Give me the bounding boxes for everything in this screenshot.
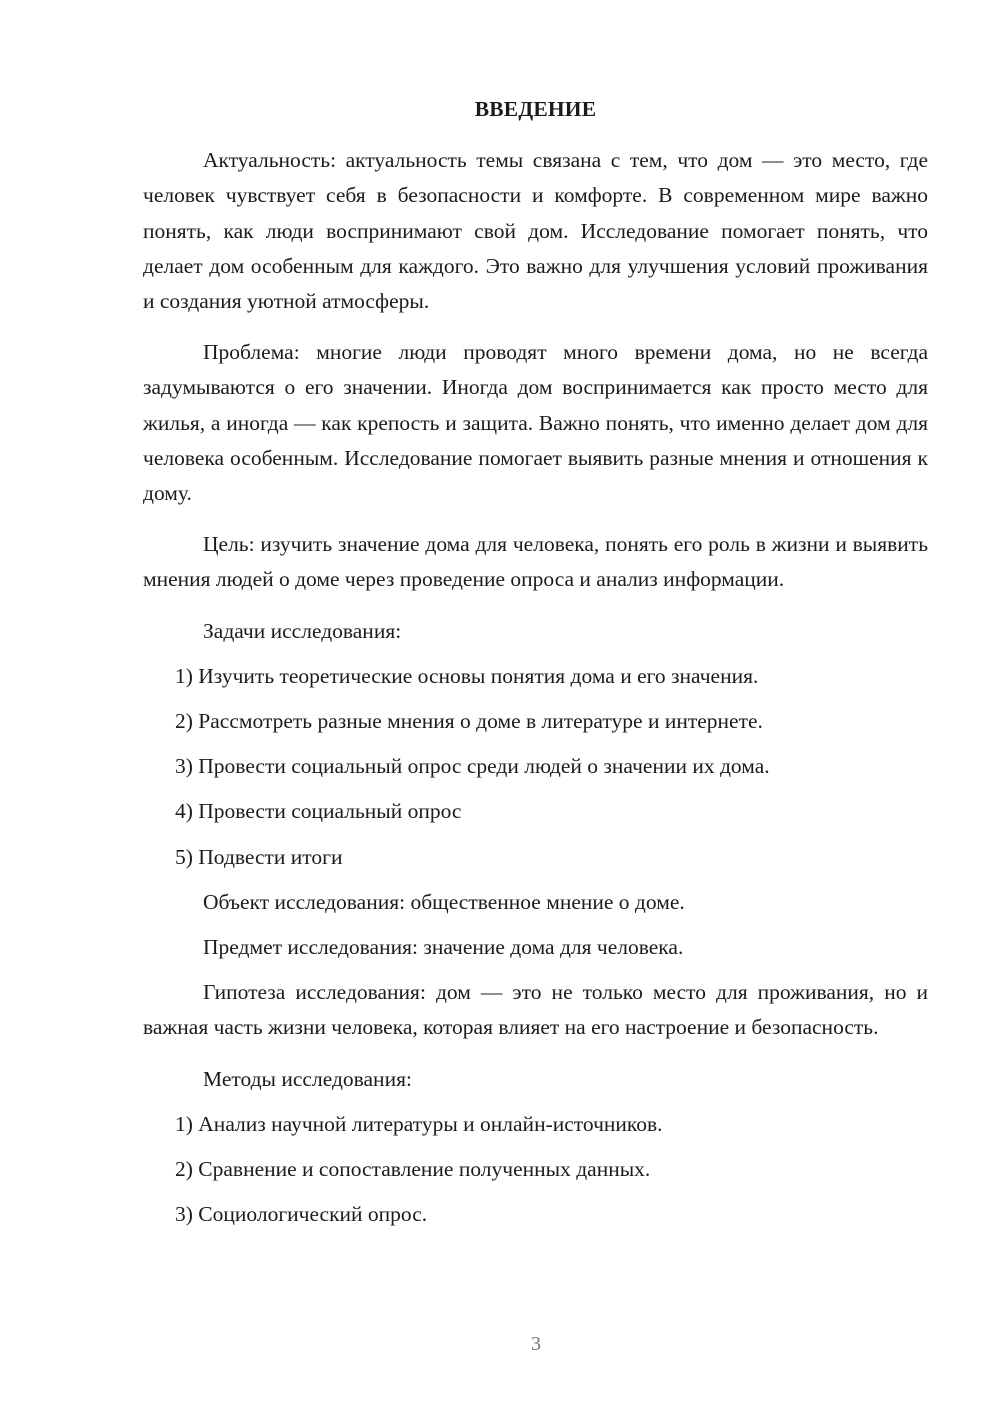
page-content bbox=[143, 92, 928, 1242]
relevance-paragraph: Актуальность: актуальность темы связана с тем, что дом — это место, где человек чувствует себя в безопасности и комфорте. В современном мире важно понять, как люди воспринимают свой дом. Исследование помогает понять, что делает дом особенным для каждого. Это важно для улучшения условий проживания и создания уютной атмосферы. bbox=[143, 148, 928, 314]
list-item: 2) Рассмотреть разные мнения о доме в литературе и интернете. bbox=[175, 709, 763, 734]
methods-list bbox=[143, 1107, 928, 1233]
goal-paragraph: Цель: изучить значение дома для человека, понять его роль в жизни и выявить мнения людей о доме через проведение опроса и анализ информации. bbox=[143, 532, 928, 592]
list-item: 1) Анализ научной литературы и онлайн-источников. bbox=[175, 1111, 663, 1136]
section-title: ВВЕДЕНИЕ bbox=[474, 97, 597, 121]
subject-line: Предмет исследования: значение дома для человека. bbox=[203, 935, 684, 960]
problem-paragraph: Проблема: многие люди проводят много времени дома, но не всегда задумываются о его значении. Иногда дом воспринимается как просто место для жилья, а иногда — как крепость и защита. Важно понять, что именно делает дом для человека особенным. Исследование помогает выявить разные мнения и отношения к дому. bbox=[143, 340, 928, 506]
tasks-list bbox=[143, 659, 928, 875]
object-line: Объект исследования: общественное мнение о доме. bbox=[203, 889, 685, 914]
list-item: 4) Провести социальный опрос bbox=[175, 799, 462, 824]
list-item: 5) Подвести итоги bbox=[175, 844, 343, 869]
tasks-heading: Задачи исследования: bbox=[203, 618, 402, 643]
page-number: 3 bbox=[531, 1333, 541, 1355]
hypothesis-paragraph: Гипотеза исследования: дом — это не только место для проживания, но и важная часть жизни человека, которая влияет на его настроение и безопасность. bbox=[143, 980, 928, 1040]
list-item: 1) Изучить теоретические основы понятия дома и его значения. bbox=[175, 663, 759, 688]
list-item: 3) Социологический опрос. bbox=[175, 1202, 428, 1227]
list-item: 2) Сравнение и сопоставление полученных данных. bbox=[175, 1157, 651, 1182]
list-item: 3) Провести социальный опрос среди людей о значении их дома. bbox=[175, 754, 770, 779]
methods-heading: Методы исследования: bbox=[203, 1066, 412, 1091]
